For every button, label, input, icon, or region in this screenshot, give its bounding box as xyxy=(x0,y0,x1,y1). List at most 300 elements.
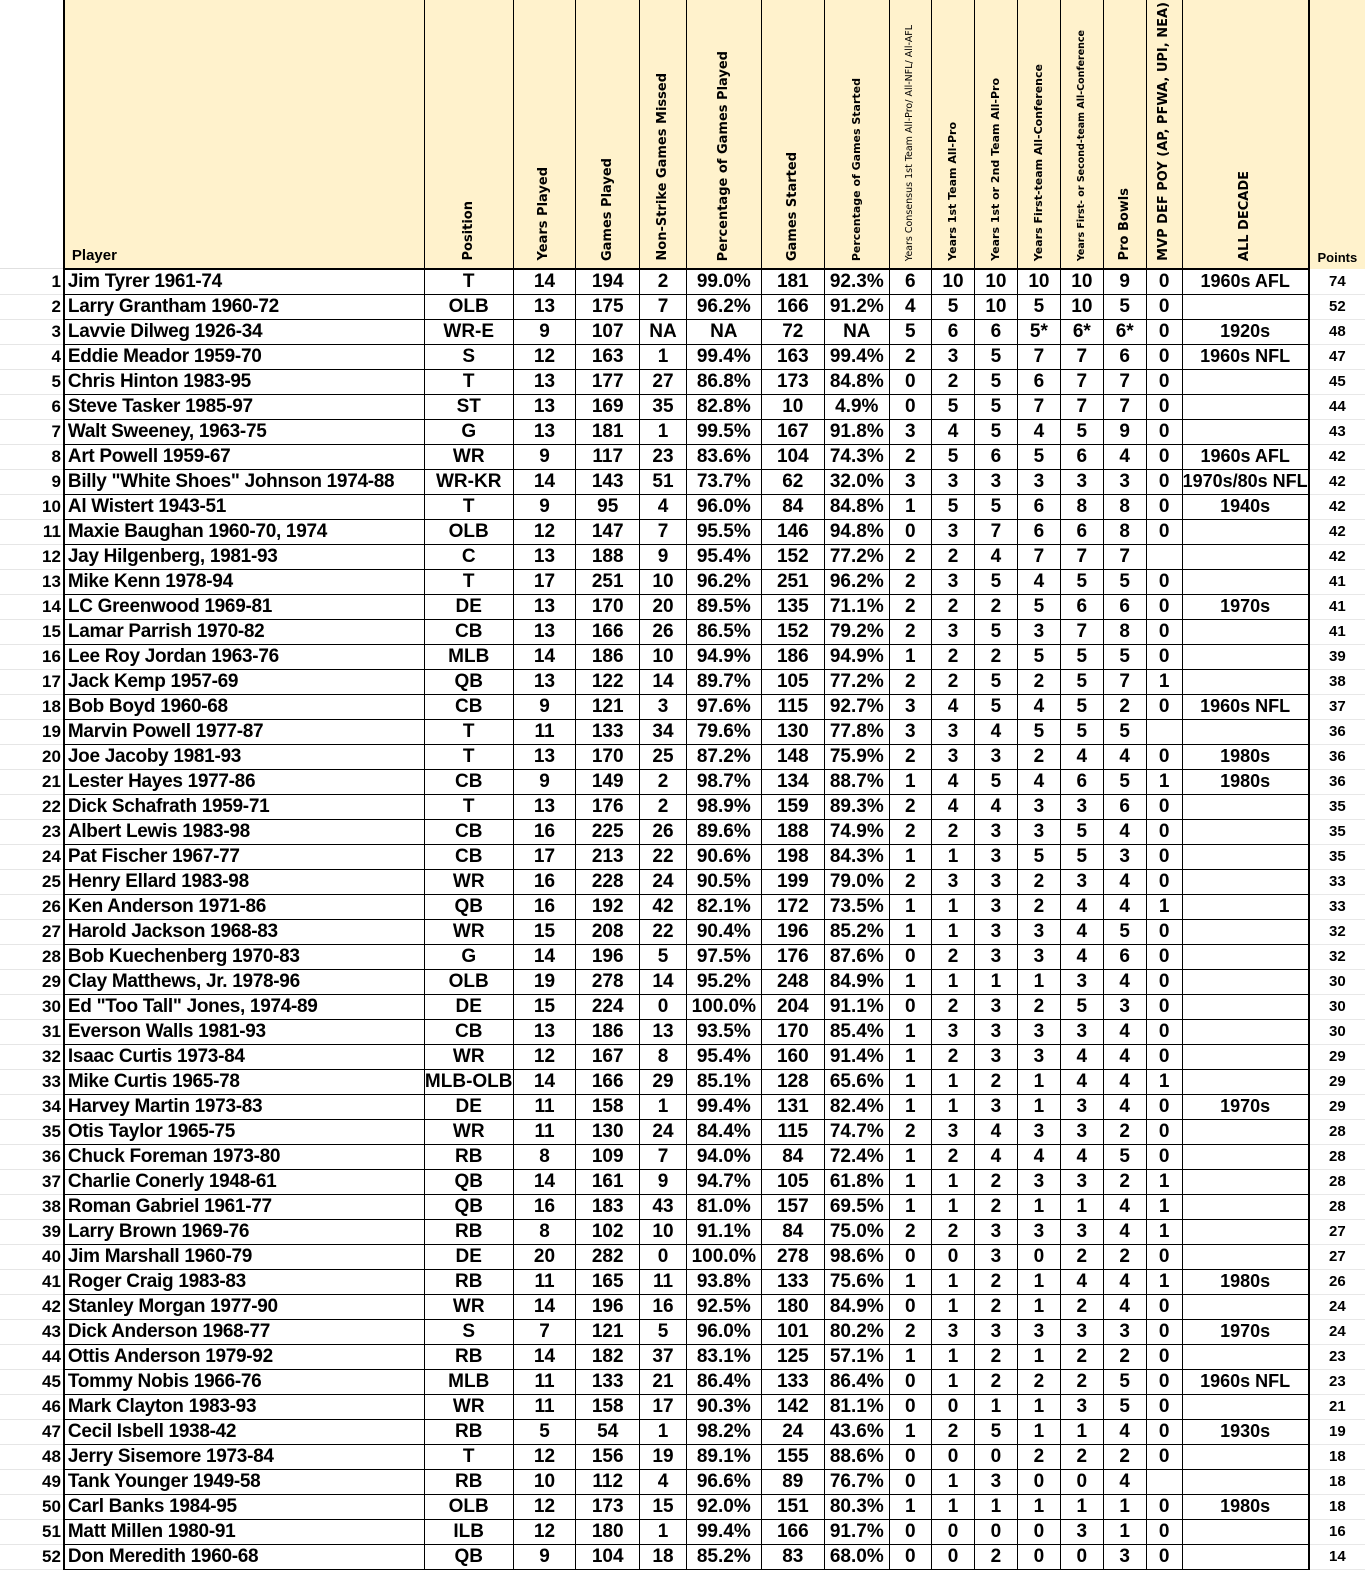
allpro-1st2nd-cell[interactable]: 5 xyxy=(974,394,1017,419)
allpro-1st2nd-cell[interactable]: 2 xyxy=(974,1544,1017,1569)
consensus-cell[interactable]: 0 xyxy=(889,944,931,969)
row-number[interactable]: 20 xyxy=(0,744,64,769)
mvp-cell[interactable]: 0 xyxy=(1146,294,1182,319)
all-decade-cell[interactable] xyxy=(1182,794,1309,819)
allpro-1st-cell[interactable]: 3 xyxy=(932,744,975,769)
player-name-cell[interactable]: Art Powell 1959-67 xyxy=(64,444,425,469)
consensus-cell[interactable]: 1 xyxy=(889,1269,931,1294)
allconf-1st-cell[interactable]: 5 xyxy=(1017,719,1060,744)
consensus-cell[interactable]: 4 xyxy=(889,294,931,319)
allconf-1st-cell[interactable]: 3 xyxy=(1017,619,1060,644)
games-played-cell[interactable]: 170 xyxy=(576,744,639,769)
years-played-cell[interactable]: 15 xyxy=(513,919,576,944)
pro-bowls-cell[interactable]: 4 xyxy=(1103,894,1146,919)
allconf-1st2nd-cell[interactable]: 4 xyxy=(1060,1044,1103,1069)
points-cell[interactable]: 33 xyxy=(1309,894,1365,919)
pct-played-cell[interactable]: 99.4% xyxy=(687,1519,762,1544)
games-played-cell[interactable]: 183 xyxy=(576,1194,639,1219)
allpro-1st-cell[interactable]: 1 xyxy=(932,1069,975,1094)
position-cell[interactable]: OLB xyxy=(424,294,513,319)
pro-bowls-cell[interactable]: 4 xyxy=(1103,1219,1146,1244)
allpro-1st2nd-cell[interactable]: 5 xyxy=(974,694,1017,719)
row-number[interactable]: 6 xyxy=(0,394,64,419)
points-cell[interactable]: 21 xyxy=(1309,1394,1365,1419)
years-played-cell[interactable]: 9 xyxy=(513,769,576,794)
all-decade-cell[interactable] xyxy=(1182,819,1309,844)
all-decade-cell[interactable] xyxy=(1182,969,1309,994)
pct-started-cell[interactable]: NA xyxy=(825,319,890,344)
row-number[interactable]: 15 xyxy=(0,619,64,644)
games-started-cell[interactable]: 62 xyxy=(761,469,824,494)
games-started-cell[interactable]: 196 xyxy=(761,919,824,944)
player-name-cell[interactable]: Jerry Sisemore 1973-84 xyxy=(64,1444,425,1469)
games-started-cell[interactable]: 163 xyxy=(761,344,824,369)
pct-started-cell[interactable]: 84.3% xyxy=(825,844,890,869)
pro-bowls-cell[interactable]: 8 xyxy=(1103,619,1146,644)
pro-bowls-cell[interactable]: 4 xyxy=(1103,1469,1146,1494)
all-decade-cell[interactable] xyxy=(1182,1194,1309,1219)
allconf-1st2nd-cell[interactable]: 3 xyxy=(1060,869,1103,894)
row-number[interactable]: 16 xyxy=(0,644,64,669)
games-played-cell[interactable]: 133 xyxy=(576,719,639,744)
position-cell[interactable]: ILB xyxy=(424,1519,513,1544)
allpro-1st2nd-cell[interactable]: 0 xyxy=(974,1519,1017,1544)
position-cell[interactable]: QB xyxy=(424,1194,513,1219)
games-started-cell[interactable]: 115 xyxy=(761,694,824,719)
allpro-1st2nd-cell[interactable]: 2 xyxy=(974,1269,1017,1294)
mvp-cell[interactable]: 0 xyxy=(1146,819,1182,844)
row-number[interactable]: 18 xyxy=(0,694,64,719)
header-first-team-allconf[interactable]: Years First-team All-Conference xyxy=(1017,0,1060,269)
pct-started-cell[interactable]: 91.8% xyxy=(825,419,890,444)
player-name-cell[interactable]: Stanley Morgan 1977-90 xyxy=(64,1294,425,1319)
pro-bowls-cell[interactable]: 3 xyxy=(1103,844,1146,869)
allpro-1st2nd-cell[interactable]: 3 xyxy=(974,744,1017,769)
games-started-cell[interactable]: 157 xyxy=(761,1194,824,1219)
games-played-cell[interactable]: 278 xyxy=(576,969,639,994)
allconf-1st2nd-cell[interactable]: 6 xyxy=(1060,519,1103,544)
row-number[interactable]: 30 xyxy=(0,994,64,1019)
allpro-1st-cell[interactable]: 3 xyxy=(932,344,975,369)
mvp-cell[interactable]: 0 xyxy=(1146,1044,1182,1069)
games-played-cell[interactable]: 107 xyxy=(576,319,639,344)
games-played-cell[interactable]: 196 xyxy=(576,944,639,969)
pct-started-cell[interactable]: 69.5% xyxy=(825,1194,890,1219)
allconf-1st2nd-cell[interactable]: 4 xyxy=(1060,944,1103,969)
games-missed-cell[interactable]: 2 xyxy=(639,794,686,819)
games-played-cell[interactable]: 176 xyxy=(576,794,639,819)
position-cell[interactable]: S xyxy=(424,1319,513,1344)
games-missed-cell[interactable]: 0 xyxy=(639,1244,686,1269)
years-played-cell[interactable]: 13 xyxy=(513,744,576,769)
consensus-cell[interactable]: 1 xyxy=(889,1019,931,1044)
points-cell[interactable]: 35 xyxy=(1309,819,1365,844)
allpro-1st-cell[interactable]: 3 xyxy=(932,1119,975,1144)
header-non-strike-missed[interactable]: Non-Strike Games Missed xyxy=(639,0,686,269)
allconf-1st-cell[interactable]: 3 xyxy=(1017,1019,1060,1044)
all-decade-cell[interactable]: 1970s xyxy=(1182,1094,1309,1119)
allpro-1st-cell[interactable]: 3 xyxy=(932,619,975,644)
allpro-1st-cell[interactable]: 3 xyxy=(932,1019,975,1044)
allconf-1st-cell[interactable]: 1 xyxy=(1017,1194,1060,1219)
consensus-cell[interactable]: 6 xyxy=(889,269,931,295)
games-started-cell[interactable]: 166 xyxy=(761,294,824,319)
row-number[interactable]: 9 xyxy=(0,469,64,494)
allpro-1st2nd-cell[interactable]: 5 xyxy=(974,494,1017,519)
points-cell[interactable]: 16 xyxy=(1309,1519,1365,1544)
years-played-cell[interactable]: 9 xyxy=(513,319,576,344)
pro-bowls-cell[interactable]: 6 xyxy=(1103,594,1146,619)
games-played-cell[interactable]: 186 xyxy=(576,644,639,669)
allconf-1st-cell[interactable]: 1 xyxy=(1017,1494,1060,1519)
pct-played-cell[interactable]: 86.8% xyxy=(687,369,762,394)
pro-bowls-cell[interactable]: 2 xyxy=(1103,1344,1146,1369)
position-cell[interactable]: T xyxy=(424,744,513,769)
row-number[interactable]: 37 xyxy=(0,1169,64,1194)
allpro-1st-cell[interactable]: 1 xyxy=(932,1194,975,1219)
position-cell[interactable]: DE xyxy=(424,994,513,1019)
games-missed-cell[interactable]: 5 xyxy=(639,1319,686,1344)
allpro-1st2nd-cell[interactable]: 3 xyxy=(974,1044,1017,1069)
header-first-second-allconf[interactable]: Years First- or Second-team All-Conference xyxy=(1060,0,1103,269)
row-number[interactable]: 17 xyxy=(0,669,64,694)
mvp-cell[interactable]: 0 xyxy=(1146,1369,1182,1394)
consensus-cell[interactable]: 3 xyxy=(889,469,931,494)
allconf-1st-cell[interactable]: 4 xyxy=(1017,1144,1060,1169)
all-decade-cell[interactable] xyxy=(1182,669,1309,694)
consensus-cell[interactable]: 1 xyxy=(889,1494,931,1519)
pro-bowls-cell[interactable]: 2 xyxy=(1103,1169,1146,1194)
player-name-cell[interactable]: Maxie Baughan 1960-70, 1974 xyxy=(64,519,425,544)
consensus-cell[interactable]: 2 xyxy=(889,619,931,644)
mvp-cell[interactable]: 0 xyxy=(1146,469,1182,494)
position-cell[interactable]: WR xyxy=(424,444,513,469)
years-played-cell[interactable]: 14 xyxy=(513,1344,576,1369)
years-played-cell[interactable]: 11 xyxy=(513,1269,576,1294)
consensus-cell[interactable]: 2 xyxy=(889,594,931,619)
allpro-1st2nd-cell[interactable]: 3 xyxy=(974,1219,1017,1244)
consensus-cell[interactable]: 3 xyxy=(889,419,931,444)
pro-bowls-cell[interactable]: 4 xyxy=(1103,1069,1146,1094)
position-cell[interactable]: MLB xyxy=(424,1369,513,1394)
pro-bowls-cell[interactable]: 5 xyxy=(1103,1144,1146,1169)
pro-bowls-cell[interactable]: 4 xyxy=(1103,1419,1146,1444)
pct-played-cell[interactable]: 96.6% xyxy=(687,1469,762,1494)
allconf-1st-cell[interactable]: 3 xyxy=(1017,1044,1060,1069)
mvp-cell[interactable]: 1 xyxy=(1146,1069,1182,1094)
pro-bowls-cell[interactable]: 4 xyxy=(1103,1269,1146,1294)
all-decade-cell[interactable] xyxy=(1182,719,1309,744)
allconf-1st-cell[interactable]: 4 xyxy=(1017,419,1060,444)
row-number[interactable]: 40 xyxy=(0,1244,64,1269)
points-cell[interactable]: 45 xyxy=(1309,369,1365,394)
allconf-1st-cell[interactable]: 7 xyxy=(1017,544,1060,569)
games-played-cell[interactable]: 181 xyxy=(576,419,639,444)
position-cell[interactable]: MLB-OLB xyxy=(424,1069,513,1094)
years-played-cell[interactable]: 9 xyxy=(513,694,576,719)
pct-played-cell[interactable]: 94.9% xyxy=(687,644,762,669)
games-played-cell[interactable]: 224 xyxy=(576,994,639,1019)
position-cell[interactable]: T xyxy=(424,1444,513,1469)
player-name-cell[interactable]: Lavvie Dilweg 1926-34 xyxy=(64,319,425,344)
player-name-cell[interactable]: Mike Curtis 1965-78 xyxy=(64,1069,425,1094)
allconf-1st-cell[interactable]: 1 xyxy=(1017,1394,1060,1419)
games-played-cell[interactable]: 166 xyxy=(576,1069,639,1094)
allconf-1st-cell[interactable]: 1 xyxy=(1017,1094,1060,1119)
row-number[interactable]: 26 xyxy=(0,894,64,919)
pct-played-cell[interactable]: 81.0% xyxy=(687,1194,762,1219)
pct-played-cell[interactable]: 83.6% xyxy=(687,444,762,469)
consensus-cell[interactable]: 1 xyxy=(889,1344,931,1369)
pro-bowls-cell[interactable]: 7 xyxy=(1103,394,1146,419)
pct-played-cell[interactable]: 95.4% xyxy=(687,1044,762,1069)
player-name-cell[interactable]: Larry Brown 1969-76 xyxy=(64,1219,425,1244)
years-played-cell[interactable]: 11 xyxy=(513,1119,576,1144)
allconf-1st2nd-cell[interactable]: 3 xyxy=(1060,794,1103,819)
consensus-cell[interactable]: 0 xyxy=(889,1394,931,1419)
position-cell[interactable]: MLB xyxy=(424,644,513,669)
consensus-cell[interactable]: 1 xyxy=(889,969,931,994)
row-number[interactable]: 50 xyxy=(0,1494,64,1519)
player-name-cell[interactable]: Chris Hinton 1983-95 xyxy=(64,369,425,394)
points-cell[interactable]: 18 xyxy=(1309,1494,1365,1519)
player-name-cell[interactable]: Jack Kemp 1957-69 xyxy=(64,669,425,694)
games-played-cell[interactable]: 173 xyxy=(576,1494,639,1519)
pro-bowls-cell[interactable]: 5 xyxy=(1103,1394,1146,1419)
points-cell[interactable]: 28 xyxy=(1309,1169,1365,1194)
allpro-1st2nd-cell[interactable]: 3 xyxy=(974,1244,1017,1269)
consensus-cell[interactable]: 0 xyxy=(889,1544,931,1569)
all-decade-cell[interactable] xyxy=(1182,1444,1309,1469)
points-cell[interactable]: 41 xyxy=(1309,569,1365,594)
allconf-1st-cell[interactable]: 6 xyxy=(1017,369,1060,394)
allconf-1st-cell[interactable]: 5 xyxy=(1017,844,1060,869)
player-name-cell[interactable]: Clay Matthews, Jr. 1978-96 xyxy=(64,969,425,994)
allconf-1st-cell[interactable]: 7 xyxy=(1017,344,1060,369)
row-number[interactable]: 48 xyxy=(0,1444,64,1469)
points-cell[interactable]: 42 xyxy=(1309,519,1365,544)
pct-started-cell[interactable]: 86.4% xyxy=(825,1369,890,1394)
pct-started-cell[interactable]: 80.3% xyxy=(825,1494,890,1519)
years-played-cell[interactable]: 16 xyxy=(513,819,576,844)
position-cell[interactable]: T xyxy=(424,494,513,519)
years-played-cell[interactable]: 10 xyxy=(513,1469,576,1494)
games-missed-cell[interactable]: 13 xyxy=(639,1019,686,1044)
points-cell[interactable]: 74 xyxy=(1309,269,1365,295)
allconf-1st2nd-cell[interactable]: 7 xyxy=(1060,544,1103,569)
allconf-1st2nd-cell[interactable]: 7 xyxy=(1060,344,1103,369)
pro-bowls-cell[interactable]: 4 xyxy=(1103,969,1146,994)
position-cell[interactable]: RB xyxy=(424,1419,513,1444)
games-played-cell[interactable]: 180 xyxy=(576,1519,639,1544)
points-cell[interactable]: 27 xyxy=(1309,1219,1365,1244)
allconf-1st-cell[interactable]: 2 xyxy=(1017,994,1060,1019)
row-number[interactable]: 46 xyxy=(0,1394,64,1419)
allpro-1st2nd-cell[interactable]: 3 xyxy=(974,1469,1017,1494)
years-played-cell[interactable]: 14 xyxy=(513,944,576,969)
pct-started-cell[interactable]: 91.2% xyxy=(825,294,890,319)
allpro-1st-cell[interactable]: 0 xyxy=(932,1544,975,1569)
mvp-cell[interactable]: 0 xyxy=(1146,1444,1182,1469)
points-cell[interactable]: 36 xyxy=(1309,744,1365,769)
consensus-cell[interactable]: 0 xyxy=(889,369,931,394)
allconf-1st-cell[interactable]: 5 xyxy=(1017,644,1060,669)
games-started-cell[interactable]: 131 xyxy=(761,1094,824,1119)
allconf-1st2nd-cell[interactable]: 6 xyxy=(1060,444,1103,469)
games-played-cell[interactable]: 117 xyxy=(576,444,639,469)
allpro-1st2nd-cell[interactable]: 4 xyxy=(974,719,1017,744)
games-missed-cell[interactable]: 26 xyxy=(639,619,686,644)
all-decade-cell[interactable]: 1960s NFL xyxy=(1182,1369,1309,1394)
pro-bowls-cell[interactable]: 5 xyxy=(1103,569,1146,594)
pro-bowls-cell[interactable]: 3 xyxy=(1103,1544,1146,1569)
pro-bowls-cell[interactable]: 4 xyxy=(1103,819,1146,844)
allconf-1st-cell[interactable]: 3 xyxy=(1017,1119,1060,1144)
allconf-1st-cell[interactable]: 2 xyxy=(1017,669,1060,694)
games-started-cell[interactable]: 152 xyxy=(761,619,824,644)
all-decade-cell[interactable] xyxy=(1182,1019,1309,1044)
allpro-1st-cell[interactable]: 1 xyxy=(932,1494,975,1519)
pct-played-cell[interactable]: 95.5% xyxy=(687,519,762,544)
allconf-1st-cell[interactable]: 7 xyxy=(1017,394,1060,419)
player-name-cell[interactable]: Al Wistert 1943-51 xyxy=(64,494,425,519)
years-played-cell[interactable]: 13 xyxy=(513,419,576,444)
pct-started-cell[interactable]: 79.0% xyxy=(825,869,890,894)
player-name-cell[interactable]: Jim Marshall 1960-79 xyxy=(64,1244,425,1269)
all-decade-cell[interactable]: 1970s/80s NFL xyxy=(1182,469,1309,494)
mvp-cell[interactable]: 0 xyxy=(1146,994,1182,1019)
pct-played-cell[interactable]: 73.7% xyxy=(687,469,762,494)
header-pct-games-played[interactable]: Percentage of Games Played xyxy=(687,0,762,269)
allconf-1st-cell[interactable]: 6 xyxy=(1017,494,1060,519)
years-played-cell[interactable]: 13 xyxy=(513,394,576,419)
points-cell[interactable]: 32 xyxy=(1309,919,1365,944)
all-decade-cell[interactable]: 1930s xyxy=(1182,1419,1309,1444)
points-cell[interactable]: 28 xyxy=(1309,1144,1365,1169)
allpro-1st-cell[interactable]: 1 xyxy=(932,919,975,944)
allconf-1st2nd-cell[interactable]: 4 xyxy=(1060,1069,1103,1094)
mvp-cell[interactable]: 0 xyxy=(1146,694,1182,719)
allconf-1st2nd-cell[interactable]: 3 xyxy=(1060,1019,1103,1044)
allpro-1st-cell[interactable]: 2 xyxy=(932,644,975,669)
row-number[interactable]: 43 xyxy=(0,1319,64,1344)
all-decade-cell[interactable] xyxy=(1182,994,1309,1019)
allpro-1st2nd-cell[interactable]: 2 xyxy=(974,1294,1017,1319)
games-started-cell[interactable]: 128 xyxy=(761,1069,824,1094)
pct-started-cell[interactable]: 84.8% xyxy=(825,494,890,519)
row-number[interactable]: 29 xyxy=(0,969,64,994)
years-played-cell[interactable]: 8 xyxy=(513,1219,576,1244)
player-name-cell[interactable]: Mike Kenn 1978-94 xyxy=(64,569,425,594)
mvp-cell[interactable] xyxy=(1146,719,1182,744)
pro-bowls-cell[interactable]: 4 xyxy=(1103,1194,1146,1219)
pct-started-cell[interactable]: 74.9% xyxy=(825,819,890,844)
games-started-cell[interactable]: 105 xyxy=(761,1169,824,1194)
player-name-cell[interactable]: Roman Gabriel 1961-77 xyxy=(64,1194,425,1219)
consensus-cell[interactable]: 1 xyxy=(889,1144,931,1169)
pct-played-cell[interactable]: 82.1% xyxy=(687,894,762,919)
allpro-1st-cell[interactable]: 2 xyxy=(932,1044,975,1069)
pct-started-cell[interactable]: 94.8% xyxy=(825,519,890,544)
games-missed-cell[interactable]: 9 xyxy=(639,1169,686,1194)
all-decade-cell[interactable] xyxy=(1182,369,1309,394)
points-cell[interactable]: 33 xyxy=(1309,869,1365,894)
all-decade-cell[interactable] xyxy=(1182,419,1309,444)
games-played-cell[interactable]: 177 xyxy=(576,369,639,394)
pct-started-cell[interactable]: 72.4% xyxy=(825,1144,890,1169)
years-played-cell[interactable]: 14 xyxy=(513,269,576,295)
pct-started-cell[interactable]: 4.9% xyxy=(825,394,890,419)
consensus-cell[interactable]: 0 xyxy=(889,519,931,544)
pro-bowls-cell[interactable]: 3 xyxy=(1103,994,1146,1019)
pct-played-cell[interactable]: 98.2% xyxy=(687,1419,762,1444)
allpro-1st2nd-cell[interactable]: 6 xyxy=(974,319,1017,344)
games-played-cell[interactable]: 130 xyxy=(576,1119,639,1144)
player-name-cell[interactable]: Isaac Curtis 1973-84 xyxy=(64,1044,425,1069)
pct-started-cell[interactable]: 80.2% xyxy=(825,1319,890,1344)
allconf-1st2nd-cell[interactable]: 5 xyxy=(1060,669,1103,694)
consensus-cell[interactable]: 2 xyxy=(889,569,931,594)
allconf-1st-cell[interactable]: 1 xyxy=(1017,1419,1060,1444)
mvp-cell[interactable]: 0 xyxy=(1146,419,1182,444)
pct-started-cell[interactable]: 88.6% xyxy=(825,1444,890,1469)
points-cell[interactable]: 19 xyxy=(1309,1419,1365,1444)
pro-bowls-cell[interactable]: 4 xyxy=(1103,1094,1146,1119)
allpro-1st2nd-cell[interactable]: 1 xyxy=(974,1494,1017,1519)
pct-played-cell[interactable]: 97.6% xyxy=(687,694,762,719)
consensus-cell[interactable]: 0 xyxy=(889,1369,931,1394)
consensus-cell[interactable]: 2 xyxy=(889,1119,931,1144)
games-started-cell[interactable]: 72 xyxy=(761,319,824,344)
games-missed-cell[interactable]: 24 xyxy=(639,869,686,894)
all-decade-cell[interactable] xyxy=(1182,1544,1309,1569)
allconf-1st-cell[interactable]: 0 xyxy=(1017,1544,1060,1569)
allpro-1st-cell[interactable]: 2 xyxy=(932,994,975,1019)
row-number[interactable]: 41 xyxy=(0,1269,64,1294)
pct-played-cell[interactable]: 96.0% xyxy=(687,1319,762,1344)
years-played-cell[interactable]: 9 xyxy=(513,444,576,469)
pct-played-cell[interactable]: 82.8% xyxy=(687,394,762,419)
allconf-1st2nd-cell[interactable]: 5 xyxy=(1060,719,1103,744)
player-name-cell[interactable]: Roger Craig 1983-83 xyxy=(64,1269,425,1294)
pct-played-cell[interactable]: 93.8% xyxy=(687,1269,762,1294)
row-number[interactable]: 28 xyxy=(0,944,64,969)
position-cell[interactable]: CB xyxy=(424,844,513,869)
header-consensus[interactable]: Years Consensus 1st Team All-Pro/ All-NFL/ All-AFL xyxy=(889,0,931,269)
games-missed-cell[interactable]: 4 xyxy=(639,1469,686,1494)
allconf-1st-cell[interactable]: 3 xyxy=(1017,1219,1060,1244)
allconf-1st2nd-cell[interactable]: 8 xyxy=(1060,494,1103,519)
games-started-cell[interactable]: 198 xyxy=(761,844,824,869)
points-cell[interactable]: 29 xyxy=(1309,1044,1365,1069)
consensus-cell[interactable]: 2 xyxy=(889,669,931,694)
player-name-cell[interactable]: Ed "Too Tall" Jones, 1974-89 xyxy=(64,994,425,1019)
mvp-cell[interactable] xyxy=(1146,544,1182,569)
allconf-1st-cell[interactable]: 1 xyxy=(1017,1294,1060,1319)
all-decade-cell[interactable] xyxy=(1182,1169,1309,1194)
row-number[interactable]: 8 xyxy=(0,444,64,469)
all-decade-cell[interactable] xyxy=(1182,1219,1309,1244)
pct-played-cell[interactable]: 96.2% xyxy=(687,294,762,319)
mvp-cell[interactable]: 1 xyxy=(1146,894,1182,919)
position-cell[interactable]: G xyxy=(424,944,513,969)
pct-played-cell[interactable]: 92.5% xyxy=(687,1294,762,1319)
games-started-cell[interactable]: 10 xyxy=(761,394,824,419)
pct-started-cell[interactable]: 74.7% xyxy=(825,1119,890,1144)
position-cell[interactable]: CB xyxy=(424,819,513,844)
mvp-cell[interactable]: 0 xyxy=(1146,1544,1182,1569)
position-cell[interactable]: OLB xyxy=(424,519,513,544)
